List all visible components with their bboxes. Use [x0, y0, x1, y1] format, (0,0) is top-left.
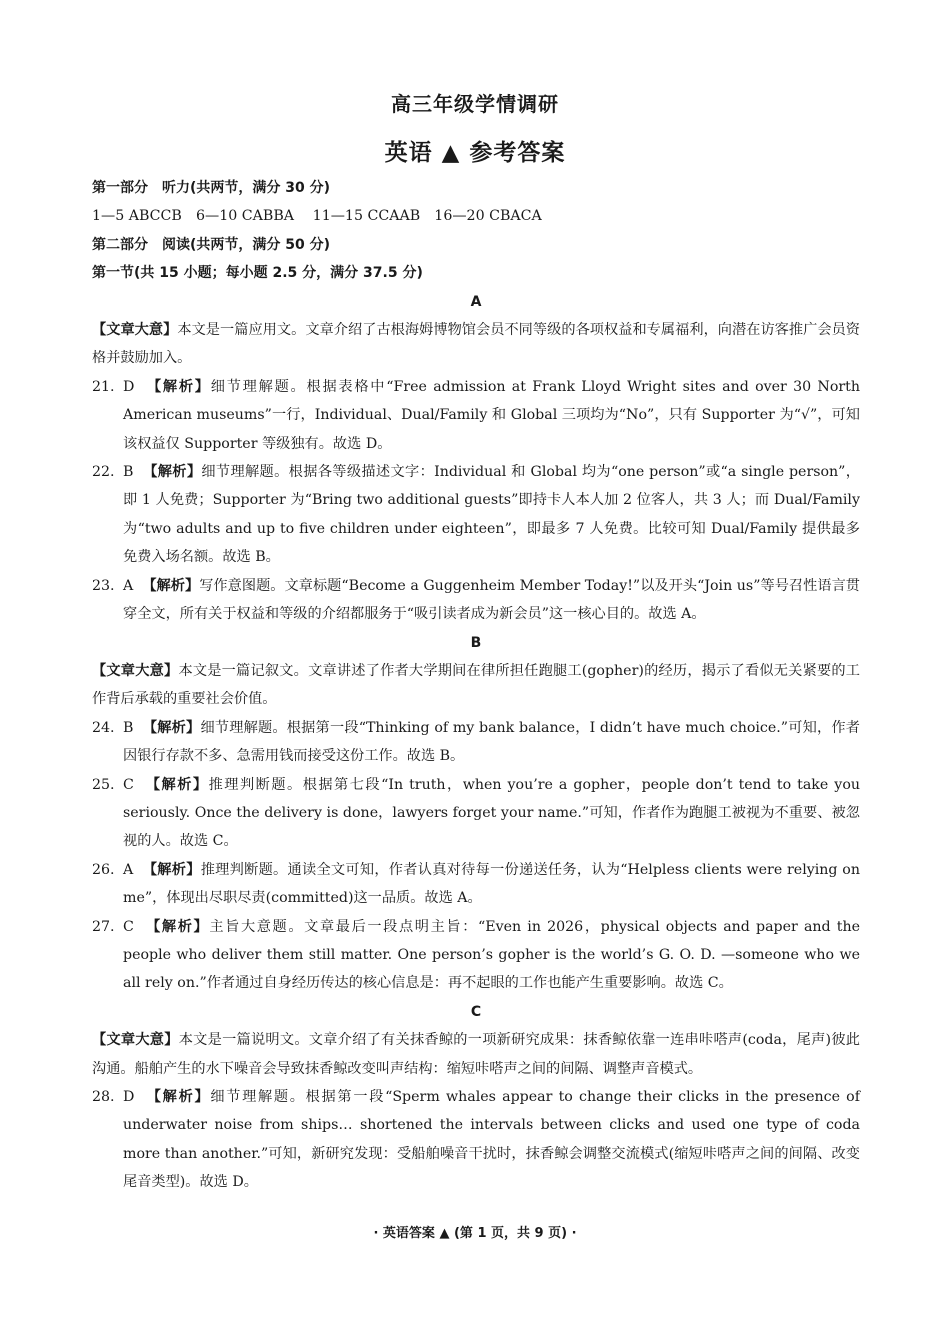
analysis-text: 细节理解题。根据各等级描述文字：Individual 和 Global 均为“one person”或“a single person”，即 1 人免费；Supporter 为“Bring two additional guests”即持卡人本人加 2 位客人，共 3 人；而 Dual/Family 为“two adults and up to five children under eighteen”，即最多 7 人免费。比较可知 Dual/Family 提供最多免费入场名额。故选 B。: [123, 464, 860, 566]
analysis-text: 写作意图题。文章标题“Become a Guggenheim Member Today!”以及开头“Join us”等号召性语言贯穿全文，所有关于权益和等级的介绍都服务于“吸引读者成为新会员”这一核心目的。故选 A。: [123, 577, 860, 623]
analysis-text: 推理判断题。通读全文可知，作者认真对待每一份递送任务，认为“Helpless clients were relying on me”，体现出尽职尽责(committed)这一品质。故选 A。: [123, 861, 860, 907]
answer-choice: B: [123, 464, 134, 481]
answer-choice: C: [123, 776, 134, 793]
answer-item: [92, 913, 860, 998]
passage-summary: [92, 1026, 860, 1083]
summary-tag: 【文章大意】: [92, 662, 179, 679]
analysis-tag: 【解析】: [146, 918, 210, 935]
page-footer: · 英语答案 ▲ (第 1 页，共 9 页) ·: [373, 1226, 577, 1241]
analysis-text: 主旨大意题。文章最后一段点明主旨：“Even in 2026，physical objects and paper and the people who deliver them still matter. One person’s gopher is the world’s G. O. D. —someone who we all rely on.”作者通过自身经历传达的核心信息是：再不起眼的工作也能产生重要影响。故选 C。: [123, 918, 860, 992]
passage-letter: A: [470, 293, 482, 310]
answer-choice: D: [123, 378, 135, 395]
analysis-text: 细节理解题。根据第一段“Thinking of my bank balance，I didn’t have much choice.”可知，作者因银行存款不多、急需用钱而接受这份工作。故选 B。: [123, 719, 860, 765]
answer-choice: B: [123, 719, 134, 736]
analysis-tag: 【解析】: [142, 577, 200, 594]
answer-item: [92, 771, 860, 856]
analysis-tag: 【解析】: [143, 464, 202, 481]
document-subtitle: 英语 ▲ 参考答案: [384, 140, 566, 166]
question-number: 22.: [92, 464, 115, 481]
question-number: 25.: [92, 776, 115, 793]
summary-tag: 【文章大意】: [92, 322, 178, 339]
answer-item: [92, 572, 860, 629]
summary-text: 本文是一篇说明文。文章介绍了有关抹香鲸的一项新研究成果：抹香鲸依靠一连串咔嗒声(coda，尾声)彼此沟通。船舶产生的水下噪音会导致抹香鲸改变叫声结构：缩短咔嗒声之间的间隔、调整声音模式。: [92, 1032, 860, 1077]
document-title: 高三年级学情调研: [391, 92, 559, 116]
question-number: 27.: [92, 918, 115, 935]
answer-choice: A: [123, 577, 134, 594]
answer-item: [92, 1083, 860, 1197]
passage-summary: [92, 657, 860, 714]
passage-summary: [92, 316, 860, 373]
answer-item: [92, 856, 860, 913]
question-number: 28.: [92, 1089, 115, 1105]
part2-heading: 第二部分 阅读(共两节，满分 50 分): [92, 236, 331, 253]
analysis-tag: 【解析】: [142, 861, 201, 878]
analysis-tag: 【解析】: [145, 776, 209, 793]
answer-item: [92, 714, 860, 771]
answer-item: [92, 373, 860, 458]
answer-content: [92, 174, 860, 1197]
analysis-text: 细节理解题。根据表格中“Free admission at Frank Lloyd Wright sites and over 30 North American museums”一行，Individual、Dual/Family 和 Global 三项均为“No”，只有 Supporter 为“√”，可知该权益仅 Supporter 等级独有。故选 D。: [123, 378, 860, 452]
question-number: 24.: [92, 719, 115, 736]
answer-choice: D: [123, 1089, 135, 1105]
question-number: 23.: [92, 577, 115, 594]
analysis-tag: 【解析】: [146, 1089, 211, 1105]
question-number: 26.: [92, 861, 115, 878]
section1-heading: 第一节(共 15 小题；每小题 2.5 分，满分 37.5 分): [92, 265, 423, 282]
answer-choice: A: [123, 861, 134, 878]
analysis-text: 推理判断题。根据第七段“In truth，when you’re a gopher，people don’t tend to take you seriously. Once the delivery is done，lawyers forget your name.”可知，作者作为跑腿工被视为不重要、被忽视的人。故选 C。: [123, 776, 860, 850]
summary-tag: 【文章大意】: [92, 1032, 179, 1049]
passage-letter: C: [470, 1003, 482, 1020]
summary-text: 本文是一篇记叙文。文章讲述了作者大学期间在律所担任跑腿工(gopher)的经历，揭示了看似无关紧要的工作背后承载的重要社会价值。: [92, 662, 860, 708]
analysis-tag: 【解析】: [146, 378, 211, 395]
passage-letter: B: [470, 634, 482, 651]
answer-item: [92, 458, 860, 572]
analysis-text: 细节理解题。根据第一段“Sperm whales appear to change their clicks in the presence of underwater noise from ships… shortened the intervals between clicks and used one type of coda more than another.”可知，新研究发现：受船舶噪音干扰时，抹香鲸会调整交流模式(缩短咔嗒声之间的间隔、改变尾音类型)。故选 D。: [123, 1089, 860, 1191]
listening-answers: 1—5 ABCCB 6—10 CABBA 11—15 CCAAB 16—20 CBACA: [92, 208, 542, 225]
question-number: 21.: [92, 378, 115, 395]
summary-text: 本文是一篇应用文。文章介绍了古根海姆博物馆会员不同等级的各项权益和专属福利，向潜在访客推广会员资格并鼓励加入。: [92, 322, 860, 367]
part1-heading: 第一部分 听力(共两节，满分 30 分): [92, 180, 331, 196]
answer-choice: C: [123, 918, 134, 935]
analysis-tag: 【解析】: [142, 719, 201, 736]
